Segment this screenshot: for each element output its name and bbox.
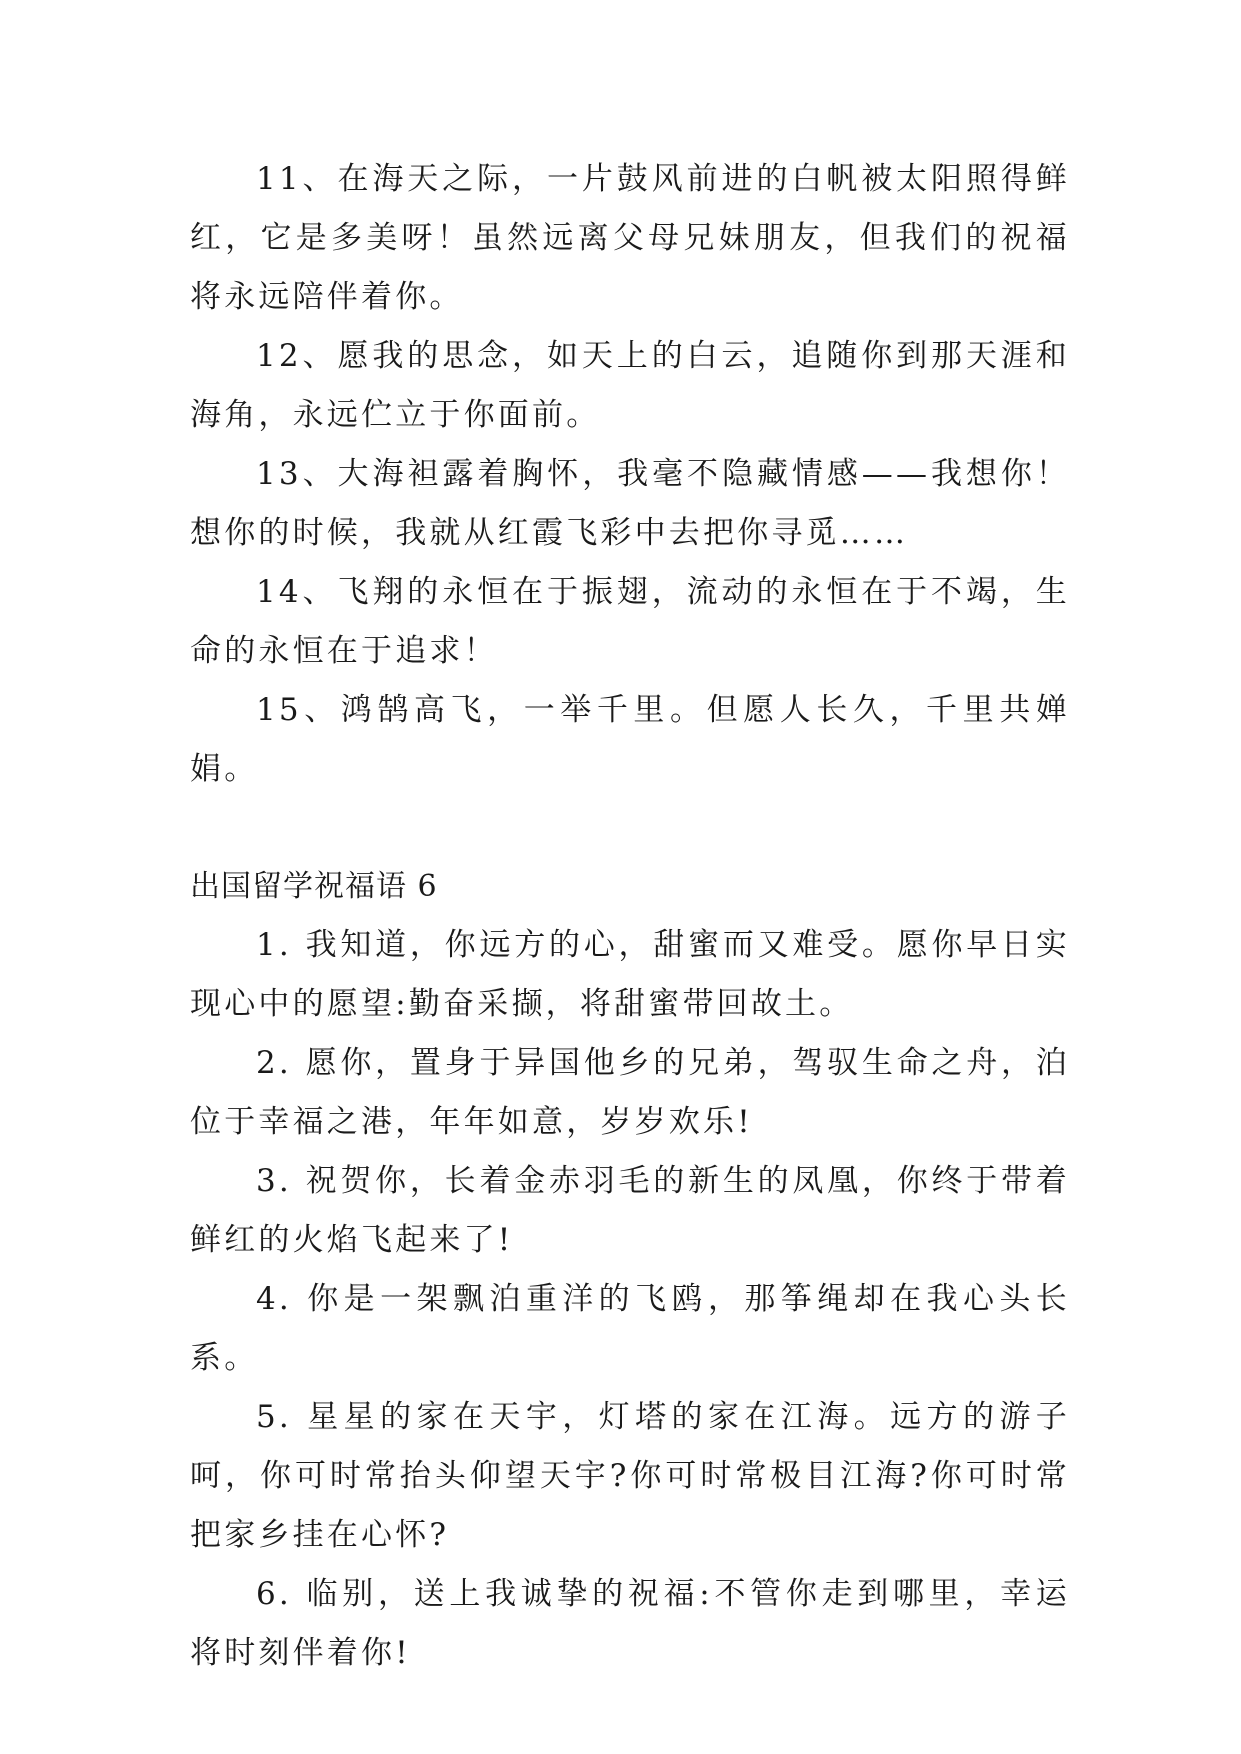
paragraph-11: 11、在海天之际，一片鼓风前进的白帆被太阳照得鲜红，它是多美呀！虽然远离父母兄妹朋友，但我们的祝福将永远陪伴着你。 xyxy=(190,161,1070,315)
paragraph-3: 3. 祝贺你，长着金赤羽毛的新生的凤凰，你终于带着鲜红的火焰飞起来了! xyxy=(190,1163,1070,1258)
document-page xyxy=(190,150,1070,1683)
paragraph-2: 2. 愿你，置身于异国他乡的兄弟，驾驭生命之舟，泊位于幸福之港，年年如意，岁岁欢乐! xyxy=(190,1045,1070,1140)
paragraph-6: 6. 临别，送上我诚挚的祝福:不管你走到哪里，幸运将时刻伴着你! xyxy=(190,1576,1070,1671)
paragraph-4: 4. 你是一架飘泊重洋的飞鸥，那筝绳却在我心头长系。 xyxy=(190,1281,1070,1376)
paragraph-12: 12、愿我的思念，如天上的白云，追随你到那天涯和海角，永远伫立于你面前。 xyxy=(190,338,1070,433)
section-title: 出国留学祝福语 6 xyxy=(190,869,438,904)
section-spacer xyxy=(190,799,1070,857)
paragraph-1: 1. 我知道，你远方的心，甜蜜而又难受。愿你早日实现心中的愿望:勤奋采撷，将甜蜜带回故土。 xyxy=(190,927,1070,1022)
paragraph-15: 15、鸿鹄高飞，一举千里。但愿人长久，千里共婵娟。 xyxy=(190,692,1070,787)
paragraph-14: 14、飞翔的永恒在于振翅，流动的永恒在于不竭，生命的永恒在于追求！ xyxy=(190,574,1070,669)
paragraph-5: 5. 星星的家在天宇，灯塔的家在江海。远方的游子呵，你可时常抬头仰望天宇?你可时常极目江海?你可时常把家乡挂在心怀? xyxy=(190,1399,1070,1553)
paragraph-13: 13、大海袒露着胸怀，我毫不隐藏情感——我想你！想你的时候，我就从红霞飞彩中去把你寻觅…… xyxy=(190,456,1070,551)
